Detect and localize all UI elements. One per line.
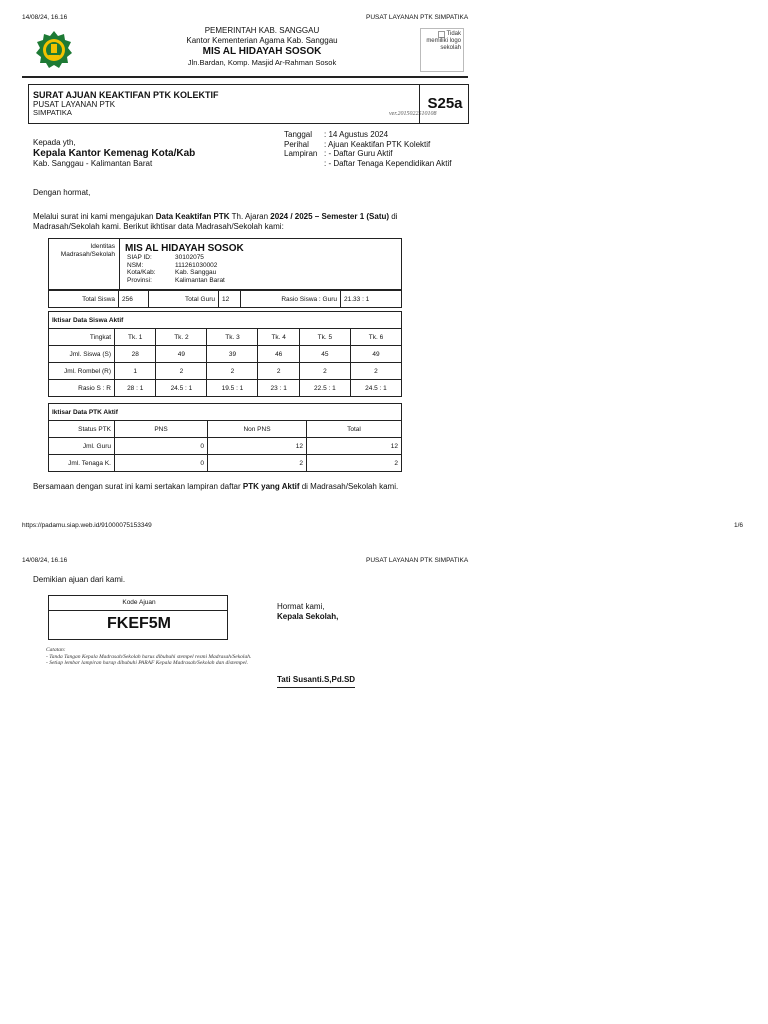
table-row: Jml. Rombel (R) 1 2 2 2 2 2 xyxy=(49,363,402,380)
letter-title: SURAT AJUAN KEAKTIFAN PTK KOLEKTIF xyxy=(33,90,219,100)
school-address: Jln.Bardan, Komp. Masjid Ar-Rahman Sosok xyxy=(187,58,337,67)
kode-ajuan-value: FKEF5M xyxy=(107,615,171,632)
nsm: 111261030002 xyxy=(175,261,218,269)
greeting: Dengan hormat, xyxy=(33,188,91,197)
signer-name: Tati Susanti.S,Pd.SD xyxy=(277,675,355,688)
identity-school-name: MIS AL HIDAYAH SOSOK xyxy=(125,243,244,254)
sign-role: Kepala Sekolah, xyxy=(277,611,339,621)
notes-line-1: - Tanda Tangan Kepala Madrasah/Sekolah harus dibubuhi stempel resmi Madrasah/Sekolah. xyxy=(46,653,252,660)
letter-subtitle-1: PUSAT LAYANAN PTK xyxy=(33,100,116,109)
kota-kab: Kab. Sanggau xyxy=(175,269,217,276)
page-number: 1/6 xyxy=(734,522,744,529)
totals-table xyxy=(48,290,402,308)
table-row: Tingkat Tk. 1 Tk. 2 Tk. 3 Tk. 4 Tk. 5 Tk. 6 xyxy=(49,329,402,346)
letter-version: ver.2015022510108 xyxy=(389,111,437,117)
siswa-title: Iktisar Data Siswa Aktif xyxy=(49,312,402,329)
letter-meta xyxy=(284,130,452,168)
provinsi: Kalimantan Barat xyxy=(175,276,225,284)
tanggal-value: : 14 Agustus 2024 xyxy=(324,130,389,139)
addressee xyxy=(33,138,195,168)
ptk-title: Iktisar Data PTK Aktif xyxy=(49,404,402,421)
table-row: Status PTK PNS Non PNS Total xyxy=(49,421,402,438)
broken-image-icon xyxy=(438,31,445,38)
perihal-value: : Ajuan Keaktifan PTK Kolektif xyxy=(324,139,431,149)
notes-line-2: - Setiap lembar lampiran harap dibubuhi PARAF Kepala Madrasah/Sekolah dan distempel. xyxy=(46,660,249,666)
lampiran-value-1: : - Daftar Guru Aktif xyxy=(324,149,393,158)
letter-code: S25a xyxy=(419,84,470,124)
table-row: Rasio S : R 28 : 1 24.5 : 1 19.5 : 1 23 : 1 22.5 : 1 24.5 : 1 xyxy=(49,380,402,397)
school-name: MIS AL HIDAYAH SOSOK xyxy=(202,46,322,57)
sign-regards: Hormat kami, xyxy=(277,602,325,611)
tanggal-label: Tanggal xyxy=(284,130,313,139)
kemenag-logo-icon xyxy=(34,30,74,70)
office-name: Kantor Kementerian Agama Kab. Sanggau xyxy=(186,36,338,45)
gov-name: PEMERINTAH KAB. SANGGAU xyxy=(204,26,320,35)
page-url-link[interactable]: https://padamu.siap.web.id/910000751533​49 xyxy=(22,522,152,529)
total-guru-label: Total Guru xyxy=(149,291,219,308)
print-timestamp-2: 14/08/24, 16.16 xyxy=(22,557,68,564)
addressee-region: Kab. Sanggau - Kalimantan Barat xyxy=(33,159,153,168)
total-siswa-label: Total Siswa xyxy=(49,291,119,308)
identity-details: SIAP ID: 30102075 NSM: 111261030002 Kota/Kab: Kab. Sanggau Provinsi: Kalimantan Barat xyxy=(127,254,225,284)
table-row: Jml. Tenaga K. 0 2 2 xyxy=(49,455,402,472)
identity-label: Identitas Madrasah/Sekolah xyxy=(60,243,115,258)
logo-alt-text: Tidak memiliki logo sekolah xyxy=(426,31,461,51)
kode-ajuan-box xyxy=(48,595,228,640)
lampiran-label: Lampiran xyxy=(284,149,318,158)
table-row: Jml. Guru 0 12 12 xyxy=(49,438,402,455)
intro-paragraph: Melalui surat ini kami mengajukan Data Keaktifan PTK Th. Ajaran 2024 / 2025 – Semester 1 (Satu) di Madrasah/Sekolah kami. Berikut ikhtisar data Madrasah/Sekolah kami: xyxy=(33,212,398,231)
letterhead xyxy=(22,22,468,78)
siap-id: 30102075 xyxy=(175,254,204,261)
print-timestamp: 14/08/24, 16.16 xyxy=(22,14,68,21)
letter-title-box xyxy=(28,84,469,124)
letter-subtitle-2: SIMPATIKA xyxy=(33,108,72,117)
school-identity-box xyxy=(48,238,402,290)
print-app-title: PUSAT LAYANAN PTK SIMPATIKA xyxy=(366,14,469,21)
notes-title: Catatan: xyxy=(46,647,66,653)
addressee-office: Kepala Kantor Kemenag Kota/Kab xyxy=(33,148,196,159)
table-row: Jml. Siswa (S) 28 49 39 46 45 49 xyxy=(49,346,402,363)
notes xyxy=(46,647,256,667)
perihal-label: Perihal xyxy=(284,139,309,149)
closing-paragraph: Bersamaan dengan surat ini kami sertakan lampiran daftar PTK yang Aktif di Madrasah/Sekolah kami. xyxy=(33,482,399,491)
total-siswa-value: 256 xyxy=(119,291,149,308)
signature-block xyxy=(277,602,338,621)
rasio-value: 21.33 : 1 xyxy=(341,291,402,308)
print-app-title-2: PUSAT LAYANAN PTK SIMPATIKA xyxy=(366,557,469,564)
lampiran-value-2: : - Daftar Tenaga Kependidikan Aktif xyxy=(324,158,452,168)
siswa-table xyxy=(48,311,402,397)
kode-ajuan-label: Kode Ajuan xyxy=(122,599,156,606)
total-guru-value: 12 xyxy=(219,291,241,308)
addressee-salutation: Kepada yth, xyxy=(33,138,76,147)
school-logo-placeholder xyxy=(420,28,464,72)
ptk-table xyxy=(48,403,402,472)
rasio-label: Rasio Siswa : Guru xyxy=(241,291,341,308)
closing-remark: Demikian ajuan dari kami. xyxy=(33,575,126,584)
